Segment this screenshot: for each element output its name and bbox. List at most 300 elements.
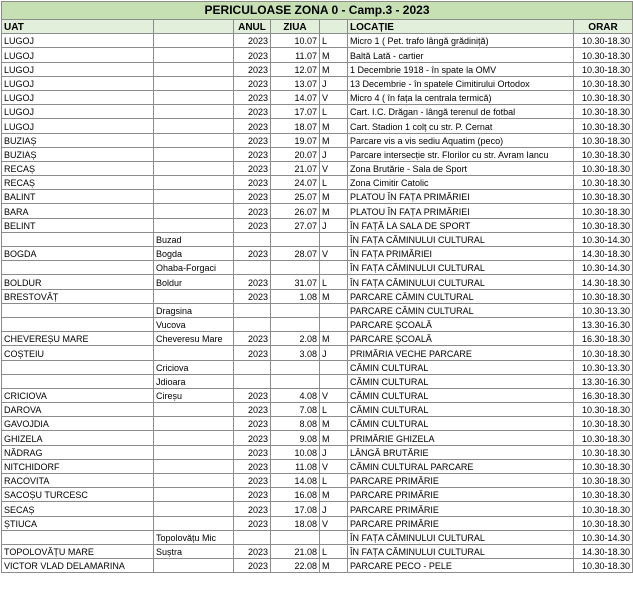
cell-village[interactable] <box>154 176 234 190</box>
table-row <box>2 332 633 346</box>
cell-year[interactable]: 2023 <box>234 147 271 161</box>
table-row <box>2 516 633 530</box>
cell-village[interactable]: Boldur <box>154 275 234 289</box>
cell-uat[interactable]: BUZIAȘ <box>2 147 154 161</box>
cell-location[interactable]: PLATOU ÎN FAȚA PRIMĂRIEI <box>348 204 574 218</box>
cell-year[interactable]: 2023 <box>234 275 271 289</box>
table-row <box>2 502 633 516</box>
cell-date[interactable]: 20.07 <box>271 147 320 161</box>
cell-uat[interactable]: SACOȘU TURCESC <box>2 488 154 502</box>
table-row <box>2 48 633 62</box>
cell-village[interactable]: Cheveresu Mare <box>154 332 234 346</box>
cell-village[interactable]: Cireșu <box>154 388 234 402</box>
cell-village[interactable] <box>154 289 234 303</box>
cell-year[interactable]: 2023 <box>234 48 271 62</box>
cell-hours[interactable]: 10.30-18.30 <box>574 161 633 175</box>
cell-year[interactable]: 2023 <box>234 332 271 346</box>
cell-village[interactable] <box>154 431 234 445</box>
cell-year[interactable] <box>234 261 271 275</box>
cell-hours[interactable]: 10.30-18.30 <box>574 218 633 232</box>
cell-village[interactable] <box>154 445 234 459</box>
cell-year[interactable]: 2023 <box>234 190 271 204</box>
cell-day[interactable]: M <box>320 417 348 431</box>
cell-hours[interactable]: 10.30-13.30 <box>574 360 633 374</box>
cell-village[interactable] <box>154 417 234 431</box>
cell-village[interactable] <box>154 90 234 104</box>
header-year[interactable]: ANUL <box>234 20 271 34</box>
table-row <box>2 90 633 104</box>
cell-hours[interactable]: 10.30-18.30 <box>574 133 633 147</box>
cell-location[interactable]: Parcare intersecție str. Florilor cu str. Avram Iancu <box>348 147 574 161</box>
cell-hours[interactable]: 16.30-18.30 <box>574 388 633 402</box>
cell-year[interactable]: 2023 <box>234 76 271 90</box>
table-row <box>2 474 633 488</box>
cell-hours[interactable]: 10.30-18.30 <box>574 559 633 573</box>
cell-hours[interactable]: 10.30-14.30 <box>574 530 633 544</box>
cell-year[interactable]: 2023 <box>234 388 271 402</box>
cell-uat[interactable] <box>2 360 154 374</box>
cell-hours[interactable]: 10.30-18.30 <box>574 176 633 190</box>
cell-village[interactable]: Ohaba-Forgaci <box>154 261 234 275</box>
cell-day[interactable]: L <box>320 105 348 119</box>
cell-day[interactable] <box>320 261 348 275</box>
cell-year[interactable] <box>234 317 271 331</box>
cell-year[interactable]: 2023 <box>234 544 271 558</box>
cell-location[interactable]: PRIMĂRIA VECHE PARCARE <box>348 346 574 360</box>
cell-hours[interactable]: 10.30-18.30 <box>574 431 633 445</box>
cell-hours[interactable]: 14.30-18.30 <box>574 275 633 289</box>
cell-location[interactable]: ÎN FAȚA CĂMINULUI CULTURAL <box>348 232 574 246</box>
cell-year[interactable]: 2023 <box>234 161 271 175</box>
cell-uat[interactable]: LUGOJ <box>2 119 154 133</box>
cell-day[interactable]: M <box>320 119 348 133</box>
cell-day[interactable]: M <box>320 431 348 445</box>
cell-year[interactable]: 2023 <box>234 34 271 48</box>
cell-date[interactable]: 7.08 <box>271 403 320 417</box>
cell-location[interactable]: Parcare vis a vis sediu Aquatim (peco) <box>348 133 574 147</box>
cell-location[interactable]: ÎN FAȚA CĂMINULUI CULTURAL <box>348 530 574 544</box>
cell-uat[interactable]: LUGOJ <box>2 105 154 119</box>
cell-village[interactable]: Criciova <box>154 360 234 374</box>
cell-day[interactable]: L <box>320 34 348 48</box>
cell-year[interactable]: 2023 <box>234 133 271 147</box>
cell-hours[interactable]: 10.30-14.30 <box>574 232 633 246</box>
cell-date[interactable]: 11.08 <box>271 459 320 473</box>
cell-day[interactable]: L <box>320 403 348 417</box>
cell-date[interactable]: 27.07 <box>271 218 320 232</box>
cell-village[interactable]: Buzad <box>154 232 234 246</box>
cell-date[interactable]: 14.07 <box>271 90 320 104</box>
cell-day[interactable]: J <box>320 147 348 161</box>
table-row <box>2 417 633 431</box>
cell-day[interactable]: V <box>320 388 348 402</box>
cell-hours[interactable]: 10.30-18.30 <box>574 417 633 431</box>
cell-uat[interactable]: BOLDUR <box>2 275 154 289</box>
cell-village[interactable] <box>154 346 234 360</box>
cell-year[interactable] <box>234 360 271 374</box>
cell-day[interactable] <box>320 530 348 544</box>
cell-location[interactable]: ÎN FAȚA CĂMINULUI CULTURAL <box>348 261 574 275</box>
cell-uat[interactable] <box>2 530 154 544</box>
cell-village[interactable] <box>154 190 234 204</box>
cell-location[interactable]: CĂMIN CULTURAL <box>348 360 574 374</box>
table-row <box>2 530 633 544</box>
cell-village[interactable]: Vucova <box>154 317 234 331</box>
cell-uat[interactable]: BALINT <box>2 190 154 204</box>
cell-hours[interactable]: 10.30-18.30 <box>574 445 633 459</box>
cell-uat[interactable]: BELINT <box>2 218 154 232</box>
cell-location[interactable]: ÎN FAȚĂ LA SALA DE SPORT <box>348 218 574 232</box>
cell-date[interactable]: 31.07 <box>271 275 320 289</box>
cell-location[interactable]: PLATOU ÎN FAȚA PRIMĂRIEI <box>348 190 574 204</box>
cell-year[interactable]: 2023 <box>234 516 271 530</box>
cell-hours[interactable]: 14.30-18.30 <box>574 544 633 558</box>
cell-date[interactable] <box>271 261 320 275</box>
cell-uat[interactable]: CRICIOVA <box>2 388 154 402</box>
cell-day[interactable]: J <box>320 76 348 90</box>
cell-day[interactable]: J <box>320 346 348 360</box>
cell-hours[interactable]: 10.30-18.30 <box>574 76 633 90</box>
cell-day[interactable]: M <box>320 204 348 218</box>
cell-day[interactable]: V <box>320 90 348 104</box>
cell-uat[interactable]: COȘTEIU <box>2 346 154 360</box>
schedule-table <box>1 1 633 573</box>
cell-day[interactable]: M <box>320 133 348 147</box>
cell-hours[interactable]: 10.30-18.30 <box>574 34 633 48</box>
cell-uat[interactable]: NĂDRAG <box>2 445 154 459</box>
cell-location[interactable]: 13 Decembrie - în spatele Cimitirului Ortodox <box>348 76 574 90</box>
cell-village[interactable]: Topolovățu Mic <box>154 530 234 544</box>
cell-hours[interactable]: 10.30-18.30 <box>574 502 633 516</box>
cell-year[interactable]: 2023 <box>234 417 271 431</box>
cell-location[interactable]: LÂNGĂ BRUTĂRIE <box>348 445 574 459</box>
cell-hours[interactable]: 10.30-14.30 <box>574 261 633 275</box>
cell-year[interactable] <box>234 530 271 544</box>
cell-date[interactable] <box>271 360 320 374</box>
cell-hours[interactable]: 10.30-18.30 <box>574 516 633 530</box>
cell-date[interactable]: 18.08 <box>271 516 320 530</box>
cell-village[interactable] <box>154 133 234 147</box>
cell-hours[interactable]: 10.30-18.30 <box>574 90 633 104</box>
cell-day[interactable]: M <box>320 488 348 502</box>
cell-day[interactable]: L <box>320 275 348 289</box>
cell-date[interactable] <box>271 317 320 331</box>
cell-day[interactable]: J <box>320 218 348 232</box>
cell-location[interactable]: PARCARE PRIMĂRIE <box>348 516 574 530</box>
cell-day[interactable]: L <box>320 544 348 558</box>
header-village[interactable] <box>154 20 234 34</box>
cell-location[interactable]: CĂMIN CULTURAL <box>348 388 574 402</box>
cell-date[interactable]: 21.08 <box>271 544 320 558</box>
cell-uat[interactable]: LUGOJ <box>2 62 154 76</box>
cell-date[interactable] <box>271 303 320 317</box>
cell-year[interactable]: 2023 <box>234 119 271 133</box>
cell-day[interactable]: J <box>320 502 348 516</box>
table-row <box>2 275 633 289</box>
cell-location[interactable]: 1 Decembrie 1918 - în spate la OMV <box>348 62 574 76</box>
cell-village[interactable] <box>154 34 234 48</box>
cell-day[interactable]: V <box>320 247 348 261</box>
cell-day[interactable]: L <box>320 176 348 190</box>
table-row <box>2 559 633 573</box>
cell-year[interactable] <box>234 374 271 388</box>
cell-uat[interactable]: VICTOR VLAD DELAMARINA <box>2 559 154 573</box>
cell-uat[interactable]: BUZIAȘ <box>2 133 154 147</box>
cell-location[interactable]: ÎN FAȚA PRIMĂRIEI <box>348 247 574 261</box>
table-row <box>2 403 633 417</box>
cell-hours[interactable]: 13.30-16.30 <box>574 374 633 388</box>
cell-location[interactable]: PARCARE CĂMIN CULTURAL <box>348 303 574 317</box>
table-row <box>2 544 633 558</box>
cell-uat[interactable]: LUGOJ <box>2 76 154 90</box>
cell-location[interactable]: CĂMIN CULTURAL PARCARE <box>348 459 574 473</box>
table-row <box>2 459 633 473</box>
cell-day[interactable]: M <box>320 48 348 62</box>
table-row <box>2 261 633 275</box>
cell-village[interactable]: Jdioara <box>154 374 234 388</box>
cell-location[interactable]: PARCARE ȘCOALĂ <box>348 332 574 346</box>
cell-date[interactable]: 1.08 <box>271 289 320 303</box>
header-location[interactable]: LOCAȚIE <box>348 20 574 34</box>
cell-hours[interactable]: 10.30-18.30 <box>574 62 633 76</box>
cell-date[interactable]: 2.08 <box>271 332 320 346</box>
cell-year[interactable] <box>234 232 271 246</box>
cell-uat[interactable]: LUGOJ <box>2 90 154 104</box>
cell-year[interactable]: 2023 <box>234 346 271 360</box>
cell-location[interactable]: Zona Brutărie - Sala de Sport <box>348 161 574 175</box>
cell-location[interactable]: Cart. Stadion 1 colț cu str. P. Cernat <box>348 119 574 133</box>
cell-uat[interactable]: GHIZELA <box>2 431 154 445</box>
cell-uat[interactable] <box>2 261 154 275</box>
table-row <box>2 105 633 119</box>
cell-location[interactable]: PARCARE PRIMĂRIE <box>348 488 574 502</box>
cell-uat[interactable]: LUGOJ <box>2 34 154 48</box>
cell-day[interactable] <box>320 360 348 374</box>
table-row <box>2 445 633 459</box>
cell-date[interactable]: 17.07 <box>271 105 320 119</box>
cell-date[interactable]: 4.08 <box>271 388 320 402</box>
cell-day[interactable]: V <box>320 516 348 530</box>
cell-year[interactable]: 2023 <box>234 105 271 119</box>
cell-village[interactable]: Dragsina <box>154 303 234 317</box>
cell-date[interactable]: 26.07 <box>271 204 320 218</box>
cell-village[interactable] <box>154 488 234 502</box>
cell-date[interactable] <box>271 530 320 544</box>
cell-village[interactable] <box>154 218 234 232</box>
cell-year[interactable]: 2023 <box>234 459 271 473</box>
cell-location[interactable]: Cart. I.C. Drăgan - lângă terenul de fotbal <box>348 105 574 119</box>
header-date[interactable]: ZIUA <box>271 20 320 34</box>
cell-uat[interactable]: NITCHIDORF <box>2 459 154 473</box>
cell-location[interactable]: PARCARE PRIMĂRIE <box>348 502 574 516</box>
cell-village[interactable] <box>154 403 234 417</box>
cell-uat[interactable]: BOGDA <box>2 247 154 261</box>
cell-hours[interactable]: 10.30-18.30 <box>574 403 633 417</box>
cell-year[interactable]: 2023 <box>234 62 271 76</box>
cell-uat[interactable]: TOPOLOVĂȚU MARE <box>2 544 154 558</box>
cell-day[interactable]: J <box>320 445 348 459</box>
cell-year[interactable]: 2023 <box>234 289 271 303</box>
cell-year[interactable]: 2023 <box>234 474 271 488</box>
cell-location[interactable]: PARCARE PRIMĂRIE <box>348 474 574 488</box>
cell-day[interactable]: L <box>320 474 348 488</box>
cell-hours[interactable]: 10.30-18.30 <box>574 190 633 204</box>
cell-date[interactable] <box>271 232 320 246</box>
cell-day[interactable]: M <box>320 190 348 204</box>
table-row <box>2 289 633 303</box>
cell-hours[interactable]: 14.30-18.30 <box>574 247 633 261</box>
cell-village[interactable] <box>154 459 234 473</box>
cell-day[interactable]: M <box>320 332 348 346</box>
cell-hours[interactable]: 10.30-18.30 <box>574 346 633 360</box>
cell-hours[interactable]: 10.30-18.30 <box>574 474 633 488</box>
table-row <box>2 303 633 317</box>
cell-location[interactable]: CĂMIN CULTURAL <box>348 374 574 388</box>
table-row <box>2 147 633 161</box>
cell-year[interactable] <box>234 303 271 317</box>
cell-date[interactable]: 13.07 <box>271 76 320 90</box>
cell-day[interactable]: M <box>320 289 348 303</box>
cell-year[interactable]: 2023 <box>234 90 271 104</box>
cell-hours[interactable]: 16.30-18.30 <box>574 332 633 346</box>
cell-uat[interactable] <box>2 374 154 388</box>
table-row <box>2 34 633 48</box>
table-row <box>2 247 633 261</box>
table-row <box>2 317 633 331</box>
cell-location[interactable]: PARCARE CĂMIN CULTURAL <box>348 289 574 303</box>
cell-village[interactable] <box>154 204 234 218</box>
cell-year[interactable]: 2023 <box>234 559 271 573</box>
cell-date[interactable]: 3.08 <box>271 346 320 360</box>
cell-day[interactable] <box>320 303 348 317</box>
cell-uat[interactable]: BRESTOVĂȚ <box>2 289 154 303</box>
cell-location[interactable]: Zona Cimitir Catolic <box>348 176 574 190</box>
cell-uat[interactable]: BARA <box>2 204 154 218</box>
cell-uat[interactable] <box>2 317 154 331</box>
cell-day[interactable] <box>320 232 348 246</box>
cell-location[interactable]: Baltă Lată - cartier <box>348 48 574 62</box>
cell-date[interactable]: 11.07 <box>271 48 320 62</box>
cell-year[interactable]: 2023 <box>234 403 271 417</box>
cell-uat[interactable]: RECAȘ <box>2 176 154 190</box>
cell-village[interactable] <box>154 62 234 76</box>
cell-date[interactable]: 19.07 <box>271 133 320 147</box>
table-row <box>2 190 633 204</box>
table-body <box>2 34 633 573</box>
cell-year[interactable]: 2023 <box>234 176 271 190</box>
cell-hours[interactable]: 10.30-18.30 <box>574 488 633 502</box>
sheet-title[interactable]: PERICULOASE ZONA 0 - Camp.3 - 2023 <box>2 2 633 20</box>
header-uat[interactable]: UAT <box>2 20 154 34</box>
cell-village[interactable] <box>154 559 234 573</box>
cell-location[interactable]: CĂMIN CULTURAL <box>348 417 574 431</box>
cell-date[interactable]: 22.08 <box>271 559 320 573</box>
cell-uat[interactable]: GAVOJDIA <box>2 417 154 431</box>
cell-village[interactable] <box>154 119 234 133</box>
cell-hours[interactable]: 10.30-18.30 <box>574 48 633 62</box>
cell-year[interactable]: 2023 <box>234 204 271 218</box>
cell-year[interactable]: 2023 <box>234 247 271 261</box>
cell-village[interactable] <box>154 76 234 90</box>
cell-uat[interactable]: CHEVEREȘU MARE <box>2 332 154 346</box>
cell-year[interactable]: 2023 <box>234 502 271 516</box>
cell-location[interactable]: PARCARE ȘCOALĂ <box>348 317 574 331</box>
cell-uat[interactable]: SECAȘ <box>2 502 154 516</box>
cell-village[interactable]: Suștra <box>154 544 234 558</box>
cell-date[interactable]: 21.07 <box>271 161 320 175</box>
cell-hours[interactable]: 10.30-18.30 <box>574 105 633 119</box>
cell-date[interactable]: 10.08 <box>271 445 320 459</box>
cell-village[interactable] <box>154 147 234 161</box>
cell-uat[interactable]: RECAȘ <box>2 161 154 175</box>
cell-year[interactable]: 2023 <box>234 445 271 459</box>
cell-day[interactable]: V <box>320 459 348 473</box>
cell-uat[interactable]: RACOVITA <box>2 474 154 488</box>
cell-hours[interactable]: 10.30-18.30 <box>574 119 633 133</box>
cell-year[interactable]: 2023 <box>234 218 271 232</box>
cell-village[interactable]: Bogda <box>154 247 234 261</box>
cell-village[interactable] <box>154 161 234 175</box>
cell-uat[interactable] <box>2 303 154 317</box>
header-day[interactable] <box>320 20 348 34</box>
cell-uat[interactable]: DAROVA <box>2 403 154 417</box>
cell-date[interactable]: 18.07 <box>271 119 320 133</box>
cell-year[interactable]: 2023 <box>234 431 271 445</box>
cell-hours[interactable]: 10.30-18.30 <box>574 459 633 473</box>
cell-hours[interactable]: 10.30-18.30 <box>574 289 633 303</box>
cell-village[interactable] <box>154 48 234 62</box>
cell-year[interactable]: 2023 <box>234 488 271 502</box>
cell-location[interactable]: PARCARE PECO - PELE <box>348 559 574 573</box>
cell-location[interactable]: CĂMIN CULTURAL <box>348 403 574 417</box>
cell-date[interactable]: 17.08 <box>271 502 320 516</box>
cell-uat[interactable]: ȘTIUCA <box>2 516 154 530</box>
cell-location[interactable]: Micro 4 ( în fața la centrala termică) <box>348 90 574 104</box>
cell-uat[interactable]: LUGOJ <box>2 48 154 62</box>
cell-village[interactable] <box>154 502 234 516</box>
cell-village[interactable] <box>154 105 234 119</box>
cell-hours[interactable]: 10.30-18.30 <box>574 147 633 161</box>
cell-location[interactable]: Micro 1 ( Pet. trafo lângă grădiniță) <box>348 34 574 48</box>
cell-date[interactable]: 9.08 <box>271 431 320 445</box>
cell-location[interactable]: ÎN FAȚA CĂMINULUI CULTURAL <box>348 275 574 289</box>
cell-day[interactable] <box>320 374 348 388</box>
cell-date[interactable]: 8.08 <box>271 417 320 431</box>
cell-hours[interactable]: 13.30-16.30 <box>574 317 633 331</box>
cell-hours[interactable]: 10.30-18.30 <box>574 204 633 218</box>
cell-village[interactable] <box>154 474 234 488</box>
cell-day[interactable] <box>320 317 348 331</box>
cell-date[interactable]: 25.07 <box>271 190 320 204</box>
cell-day[interactable]: M <box>320 559 348 573</box>
cell-date[interactable]: 10.07 <box>271 34 320 48</box>
cell-hours[interactable]: 10.30-13.30 <box>574 303 633 317</box>
cell-day[interactable]: V <box>320 161 348 175</box>
cell-uat[interactable] <box>2 232 154 246</box>
cell-date[interactable]: 24.07 <box>271 176 320 190</box>
table-row <box>2 119 633 133</box>
cell-date[interactable]: 16.08 <box>271 488 320 502</box>
cell-location[interactable]: ÎN FAȚA CĂMINULUI CULTURAL <box>348 544 574 558</box>
header-hours[interactable]: ORAR <box>574 20 633 34</box>
cell-date[interactable]: 12.07 <box>271 62 320 76</box>
cell-location[interactable]: PRIMĂRIE GHIZELA <box>348 431 574 445</box>
cell-village[interactable] <box>154 516 234 530</box>
cell-date[interactable] <box>271 374 320 388</box>
cell-date[interactable]: 28.07 <box>271 247 320 261</box>
cell-date[interactable]: 14.08 <box>271 474 320 488</box>
cell-day[interactable]: M <box>320 62 348 76</box>
